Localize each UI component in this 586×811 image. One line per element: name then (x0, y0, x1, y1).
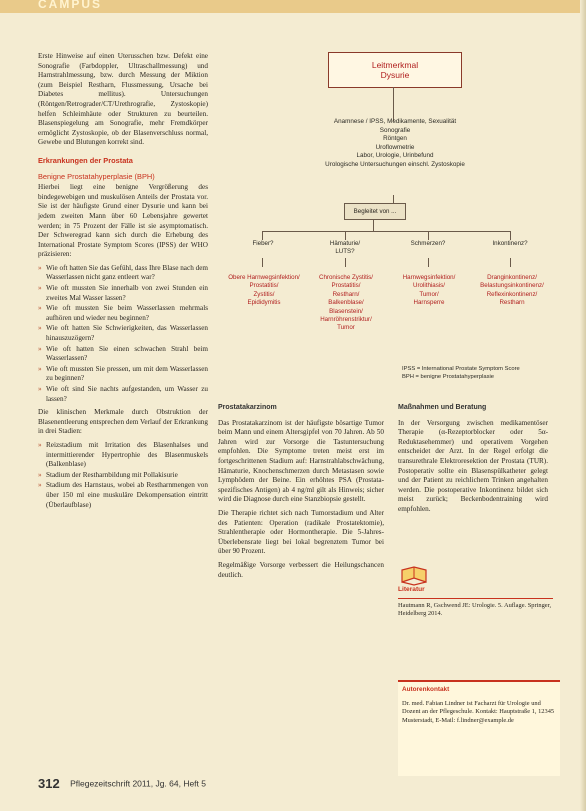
literatur-heading: Literatur (398, 586, 425, 593)
connector-line (428, 231, 429, 240)
paragraph: Die Therapie richtet sich nach Tumorstadium und Alter des Patienten: Operation (radikale Prostatektomie), Strahlentherapie oder Hormontherapie. Die 5-Jahres-Überlebensrate liegt bei lokal begrenztem Tumor bei über 90 Prozent. (218, 508, 384, 556)
journal-citation: Pflegezeitschrift 2011, Jg. 64, Heft 5 (70, 778, 206, 789)
author-text: Dr. med. Fabian Lindner ist Facharzt für Urologie und Dozent an der Pflegeschule. Kontakt: Hauptstraße 1, 12345 Musterstadt, E-Mail: f.lindner@example.de (402, 700, 555, 724)
connector-line (262, 258, 263, 267)
procedure-item: Urologische Untersuchungen einschl. Zystoskopie (325, 160, 465, 168)
list-item: » Wie oft mussten Sie innerhalb von zwei Stunden ein zweites Mal Wasser lassen? (38, 284, 208, 303)
results-haematurie (308, 274, 384, 333)
result-item: Urolithiasis/ (413, 282, 445, 290)
result-item: Blasenstein/ (329, 307, 363, 315)
result-item: Reflexinkontinenz/ (486, 290, 538, 298)
result-item: Tumor/ (419, 290, 439, 298)
ipss-questions (38, 264, 208, 404)
page-footer (38, 776, 206, 791)
results-schmerzen (390, 274, 468, 308)
list-item: » Wie oft mussten Sie beim Wasserlassen mehrmals aufhören und wieder neu beginnen? (38, 304, 208, 323)
result-item: Restharn (499, 299, 525, 307)
branch-label-fieber: Fieber? (252, 240, 274, 247)
page-edge-shadow (580, 0, 586, 811)
branch-label-inkontinenz: Inkontinenz? (492, 240, 528, 247)
divider (398, 598, 553, 599)
list-item: » Wie oft mussten Sie pressen, um mit dem Wasserlassen zu beginnen? (38, 365, 208, 384)
dysurie-flowchart (220, 48, 560, 393)
list-item: » Stadium der Restharnbildung mit Pollakisurie (38, 471, 208, 481)
result-item: Harnsperre (413, 299, 445, 307)
left-column (38, 52, 208, 514)
subheading: Benigne Prostatahyperplasie (BPH) (38, 171, 155, 181)
paragraph: Regelmäßige Vorsorge verbessert die Heilungschancen deutlich. (218, 560, 384, 579)
connector-line (428, 258, 429, 267)
legend-item: IPSS = International Prostate Symptom Score (402, 366, 520, 372)
results-inkontinenz (470, 274, 554, 308)
procedure-item: Röntgen (383, 135, 407, 143)
result-item: Balkenblase/ (328, 299, 364, 307)
result-item: Harnröhrenstriktur/ (320, 316, 372, 324)
paragraph: Das Prostatakarzinom ist der häufigste bösartige Tumor beim Mann und einem Altersgipfel von 70 Jahren. Ab 50 Jahren wird zur Vorsorge die Tastuntersuchung empfohlen. Die Symptome treten meist erst im fortgeschrittenen Stadium auf: Harnstrahlabschwächung, Hämaturie, Knochenschmerzen durch Metastasen sowie Lymphödem der Beine. Ein erhöhtes PSA (Prostata-spezifisches Antigen) ab 4 ng/ml gilt als Hinweis; sicher wird die Diagnose durch eine Stanzbiopsie gestellt. (218, 418, 384, 504)
right-column (398, 403, 548, 519)
list-item: » Stadium des Harnstaus, wobei ab Restharnmengen von über 150 ml eine muskuläre Dekompensation eintritt (Überlaufblase) (38, 481, 208, 510)
results-fieber (224, 274, 304, 308)
connector-line (393, 87, 394, 121)
procedure-item: Uroflowmetrie (375, 143, 415, 151)
result-item: Epididymitis (247, 299, 281, 307)
connector-line (262, 231, 263, 240)
result-item: Prostatitis/ (331, 282, 361, 290)
procedure-item: Labor, Urologie, Urinbefund (356, 152, 434, 160)
connector-line (345, 231, 346, 240)
prostatakarzinom-heading: Prostatakarzinom (218, 404, 277, 411)
connector-line (393, 195, 394, 203)
section-label: CAMPUS (38, 0, 103, 11)
middle-column (218, 403, 384, 584)
legend-item: BPH = benigne Prostatahyperplasie (402, 373, 495, 380)
flowchart-title-line2: Dysurie (380, 70, 410, 80)
paragraph: In der Versorgung zwischen medikamentöser Therapie (α-Rezeptorblocker oder 5α-Reduktasehemmer) und operativem Vorgehen entscheidet der Arzt. In der Regel erfolgt die transurethrale Elektroresektion der Prostata (TUR). Postoperativ sollte ein Blasenspülkatheter gelegt und der Patient zu reichlichem Trinken angehalten werden. Die postoperative Inkontinenz bildet sich meist zurück; Beckenbodentraining wird empfohlen. (398, 418, 548, 513)
procedure-item: Sonografie (379, 126, 411, 134)
bph-paragraph: Hierbei liegt eine benigne Vergrößerung des bindegewebigen und muskulösen Anteils der Prostata vor. Sie ist der häufigste Grund einer Dysurie und kann bei jedem zweiten Mann über 60 Lebensjahre gewertet werden; in 75 Prozent der Fälle ist sie asymptomatisch. Der Schweregrad kann sich durch die Erhebung des International Prostate Symptom Scores (IPSS) der WHO präzisieren: (38, 183, 208, 259)
branch-label-haematurie: Hämaturie/ LUTS? (329, 240, 361, 255)
procedure-item: Anamnese / IPSS, Medikamente, Sexualität (333, 118, 457, 125)
branch-label-schmerzen: Schmerzen? (410, 240, 446, 247)
branch-line (262, 231, 510, 232)
connector-line (510, 258, 511, 267)
result-item: Zystitis/ (253, 290, 275, 298)
section-bar (0, 0, 586, 13)
list-item: » Reizstadium mit Irritation des Blasenhalses und intermittierender Hypertrophie des Blasenmuskels (Balkenblase) (38, 441, 208, 470)
literatur-text: Hautmann R, Gschwend JE: Urologie. 5. Auflage. Springer, Heidelberg 2014. (398, 602, 552, 618)
connector-line (373, 219, 374, 231)
clinical-paragraph: Die klinischen Merkmale durch Obstruktion der Blasenentleerung entsprechen dem Verlauf der Erkrankung in drei Stadien: (38, 408, 208, 436)
begleitet-box: Begleitet von ... (344, 203, 406, 220)
author-box (398, 680, 560, 776)
list-item: » Wie oft sind Sie nachts aufgestanden, um Wasser zu lassen? (38, 385, 208, 404)
book-icon (400, 566, 428, 586)
result-item: Tumor (337, 324, 355, 332)
result-item: Prostatitis/ (249, 282, 279, 290)
result-item: Dranginkontinenz/ (487, 274, 537, 281)
flowchart-title-line1: Leitmerkmal (371, 60, 419, 70)
connector-line (345, 258, 346, 267)
flowchart-legend (402, 366, 562, 381)
result-item: Obere Harnwegsinfektion/ (228, 274, 300, 281)
section-heading: Erkrankungen der Prostata (38, 155, 133, 165)
connector-line (510, 231, 511, 240)
list-item: » Wie oft hatten Sie das Gefühl, dass Ihre Blase nach dem Wasserlassen nicht ganz entleert war? (38, 264, 208, 283)
result-item: Harnwegsinfektion/ (402, 274, 456, 281)
result-item: Restharn/ (332, 290, 360, 298)
massnahmen-heading: Maßnahmen und Beratung (398, 404, 487, 411)
stages-list (38, 441, 208, 510)
author-heading: Autorenkontakt (402, 686, 450, 693)
list-item: » Wie oft hatten Sie Schwierigkeiten, das Wasserlassen hinauszuzögern? (38, 324, 208, 343)
result-item: Belastungsinkontinenz/ (480, 282, 544, 290)
flowchart-title-box (328, 52, 462, 88)
result-item: Chronische Zystitis/ (319, 274, 373, 281)
page-number: 312 (38, 776, 60, 791)
intro-paragraph: Erste Hinweise auf einen Uterusschen bzw. Defekt eine Sonografie (Farbdoppler, Ultraschallmessung) und Harnstrahlmessung, bzw. durch Messung der Miktion (zum Beispiel Restharn, Flussmessung, Ursache bei Diabetes mellitus). Untersuchungen (Röntgen/Retrograder/CT/Urethrografie, Zystoskopie) helfen Schleimhäute oder Strukturen zu beurteilen. Blasenspiegelung am Sonografie, mehr Fremdkörper ermöglicht Zystoskopie, ob der Blasenverschluss normal, Gewebe und Blutungen korrekt sind. (38, 52, 208, 147)
list-item: » Wie oft hatten Sie einen schwachen Strahl beim Wasserlassen? (38, 345, 208, 364)
procedures-list (290, 118, 500, 170)
